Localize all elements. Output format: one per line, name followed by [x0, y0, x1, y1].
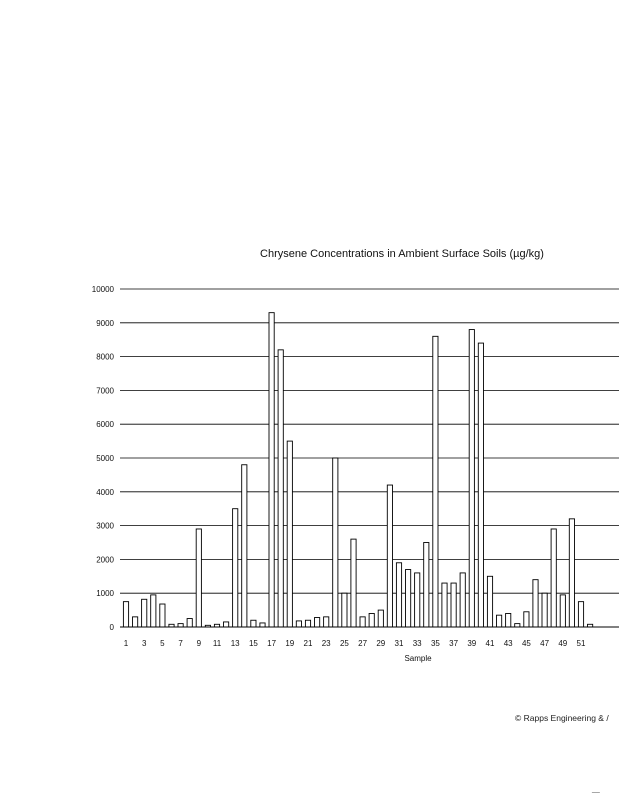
x-tick-label: 37	[449, 639, 459, 648]
x-tick-label: 21	[303, 639, 313, 648]
bar-sample-46	[533, 580, 538, 627]
x-tick-label: 3	[141, 639, 147, 648]
bar-sample-45	[524, 612, 529, 627]
bar-sample-42	[497, 615, 502, 627]
y-tick-label: 9000	[96, 318, 114, 328]
bar-sample-13	[233, 509, 238, 627]
bar-sample-14	[242, 465, 247, 627]
x-tick-label: 35	[430, 639, 440, 648]
bar-sample-2	[133, 617, 138, 627]
bar-sample-3	[142, 599, 147, 627]
x-tick-label: 17	[267, 639, 277, 648]
y-tick-label: 0	[109, 623, 114, 632]
bars	[123, 313, 592, 627]
x-tick-label: 29	[376, 639, 386, 648]
x-tick-label: 7	[178, 639, 183, 648]
bar-sample-47	[542, 593, 547, 627]
x-tick-label: 25	[339, 639, 349, 648]
y-axis-ticks	[92, 285, 115, 632]
bar-sample-9	[196, 529, 201, 627]
bar-sample-17	[269, 313, 274, 627]
bar-sample-20	[296, 621, 301, 627]
bar-sample-49	[560, 595, 565, 627]
bar-sample-18	[278, 350, 283, 627]
y-tick-label: 7000	[96, 386, 114, 396]
x-tick-label: 9	[196, 639, 202, 648]
bar-sample-29	[378, 610, 383, 627]
x-tick-label: 49	[558, 639, 568, 648]
bar-sample-8	[187, 619, 192, 627]
bar-sample-12	[224, 622, 229, 627]
copyright-notice: © Rapps Engineering & /	[515, 713, 609, 723]
bar-sample-27	[360, 617, 365, 627]
bar-sample-43	[506, 613, 511, 627]
gridlines	[120, 289, 619, 593]
bar-sample-35	[433, 336, 438, 627]
x-tick-label: 47	[540, 639, 550, 648]
bar-sample-50	[569, 519, 574, 627]
bar-sample-30	[387, 485, 392, 627]
bar-sample-15	[251, 620, 256, 627]
y-tick-label: 1000	[96, 589, 114, 599]
x-tick-label: 45	[521, 639, 531, 648]
bar-sample-51	[578, 602, 583, 627]
x-tick-label: 43	[503, 639, 513, 648]
bar-sample-23	[324, 617, 329, 627]
y-tick-label: 2000	[96, 555, 114, 565]
x-tick-label: 5	[160, 639, 165, 648]
x-tick-label: 11	[212, 639, 222, 648]
bar-sample-16	[260, 623, 265, 627]
bar-sample-44	[515, 624, 520, 627]
bar-sample-1	[123, 602, 128, 627]
x-axis-ticks	[124, 639, 586, 648]
x-tick-label: 31	[394, 639, 404, 648]
x-tick-label: 13	[230, 639, 240, 648]
bar-sample-48	[551, 529, 556, 627]
x-tick-label: 23	[321, 639, 331, 648]
bar-sample-24	[333, 458, 338, 627]
y-tick-label: 8000	[96, 352, 114, 362]
bar-sample-7	[178, 624, 183, 627]
bar-sample-4	[151, 595, 156, 627]
chart-title: Chrysene Concentrations in Ambient Surface Soils (µg/kg)	[260, 248, 544, 260]
x-tick-label: 15	[248, 639, 258, 648]
bar-sample-41	[487, 576, 492, 627]
x-tick-label: 41	[485, 639, 495, 648]
x-tick-label: 1	[123, 639, 129, 648]
y-tick-label: 5000	[96, 454, 114, 463]
bar-sample-34	[424, 543, 429, 628]
bar-sample-32	[406, 570, 411, 627]
bar-sample-40	[478, 343, 483, 627]
bar-sample-39	[469, 330, 474, 627]
page-mark: __	[592, 786, 600, 793]
bar-sample-26	[351, 539, 356, 627]
x-tick-label: 39	[467, 639, 477, 648]
bar-sample-36	[442, 583, 447, 627]
x-tick-label: 51	[576, 639, 586, 648]
bar-sample-37	[451, 583, 456, 627]
bar-sample-33	[415, 573, 420, 627]
x-tick-label: 19	[285, 639, 295, 648]
bar-sample-21	[305, 620, 310, 627]
x-tick-label: 33	[412, 639, 422, 648]
y-tick-label: 6000	[96, 420, 114, 430]
bar-sample-5	[160, 604, 165, 627]
bar-sample-31	[396, 563, 401, 627]
bar-sample-19	[287, 441, 292, 627]
y-tick-label: 3000	[96, 521, 114, 531]
x-axis-label: Sample	[404, 654, 432, 663]
bar-sample-22	[315, 618, 320, 627]
bar-sample-25	[342, 593, 347, 627]
bar-sample-38	[460, 573, 465, 627]
y-tick-label: 10000	[91, 285, 114, 294]
y-tick-label: 4000	[96, 487, 114, 497]
bar-sample-28	[369, 613, 374, 627]
x-tick-label: 27	[358, 639, 368, 648]
